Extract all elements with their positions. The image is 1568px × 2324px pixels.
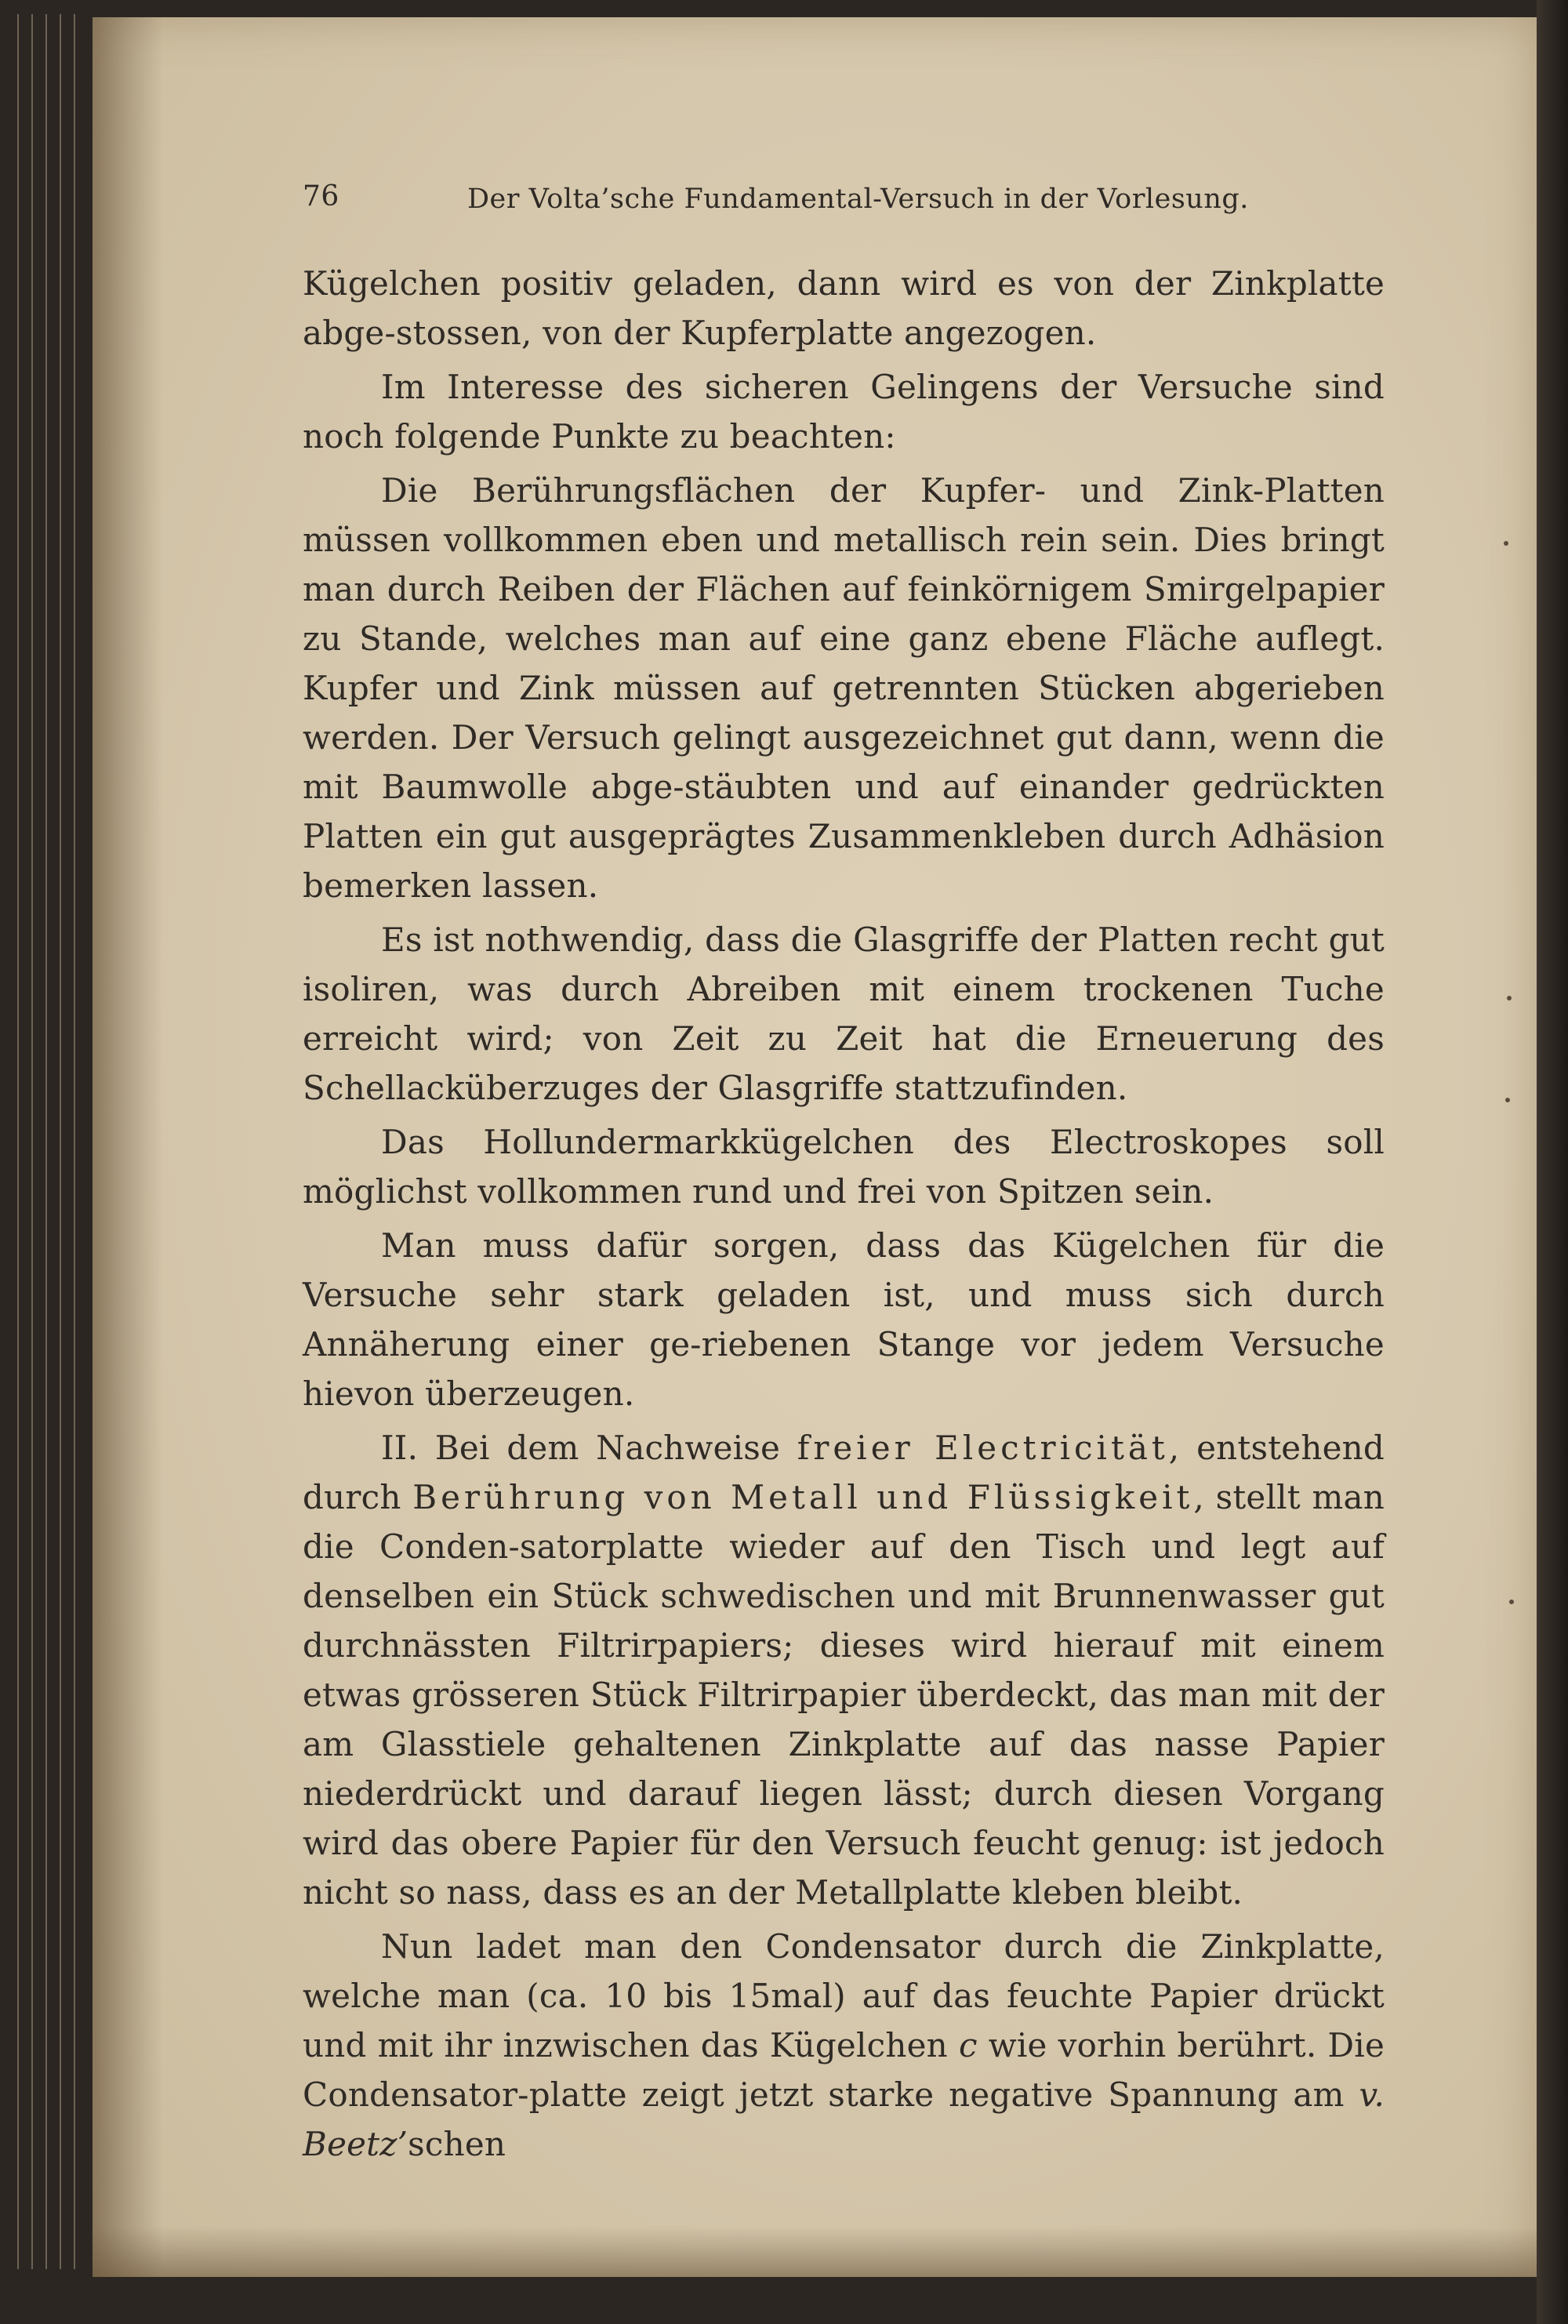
body-text bbox=[303, 259, 1385, 2169]
bottom-shadow bbox=[93, 2227, 1537, 2277]
text-block bbox=[303, 180, 1385, 2173]
text-run: Die Berührungsflächen der Kupfer- und Zink-Platten müssen vollkommen eben und metallisch rein sein. Dies bringt man durch Reiben der Flächen auf feinkörnigem Smirgelpapier zu Stande, welches man auf eine ganz ebene Fläche auflegt. Kupfer und Zink müssen auf getrennten Stücken abgerieben werden. Der Versuch gelingt ausgezeichnet gut dann, wenn die mit Baumwolle abge-stäubten und auf einander gedrückten Platten ein gut ausgeprägtes Zusammenkleben durch Adhäsion bemerken lassen. bbox=[303, 471, 1385, 905]
paragraph bbox=[303, 259, 1385, 358]
text-run: Im Interesse des sicheren Gelingens der Versuche sind noch folgende Punkte zu beachten: bbox=[303, 368, 1385, 456]
paragraph bbox=[303, 1922, 1385, 2169]
page-number: 76 bbox=[303, 180, 339, 212]
paragraph bbox=[303, 466, 1385, 910]
paragraph bbox=[303, 1117, 1385, 1216]
text-run: , stellt man die Conden-satorplatte wieder auf den Tisch und legt auf denselben ein Stück schwedischen und mit Brunnenwasser gut durchnässten Filtrirpapiers; dieses wird hierauf mit einem etwas grösseren Stück Filtrirpapier überdeckt, das man mit der am Glasstiele gehaltenen Zinkplatte auf das nasse Papier niederdrückt und darauf liegen lässt; durch diesen Vorgang wird das obere Papier für den Versuch feucht genug: ist jedoch nicht so nass, dass es an der Metallplatte kleben bleibt. bbox=[303, 1478, 1385, 1912]
page-edge bbox=[74, 14, 75, 2269]
text-run: Kügelchen positiv geladen, dann wird es von der Zinkplatte abge-stossen, von der Kupferplatte angezogen. bbox=[303, 264, 1385, 352]
right-margin-strip bbox=[1537, 0, 1568, 2324]
page-edge bbox=[60, 14, 61, 2269]
gutter-shadow bbox=[93, 17, 163, 2277]
paper-speck bbox=[1504, 541, 1508, 546]
text-run: wie vorhin berührt. Die Condensator-platte zeigt jetzt starke negative Spannung am bbox=[303, 2026, 1385, 2114]
spaced-emphasis: freier Electricität bbox=[797, 1429, 1169, 1467]
paper-speck bbox=[1505, 1098, 1510, 1102]
italic-emphasis: v. Beetz’ bbox=[303, 2075, 1385, 2163]
text-run: , entstehend durch bbox=[303, 1429, 1385, 1516]
text-run: II. Bei dem Nachweise bbox=[381, 1429, 797, 1467]
page-edge bbox=[17, 14, 19, 2269]
text-run: schen bbox=[408, 2125, 506, 2163]
spaced-emphasis: Berührung von Metall und Flüssigkeit bbox=[412, 1478, 1194, 1516]
text-run: Man muss dafür sorgen, dass das Kügelchen für die Versuche sehr stark geladen ist, und muss sich durch Annäherung einer ge-riebenen Stange vor jedem Versuche hievon überzeugen. bbox=[303, 1226, 1385, 1413]
running-title: Der Volta’sche Fundamental-Versuch in der Vorlesung. bbox=[467, 183, 1249, 215]
paper-speck bbox=[1507, 996, 1512, 1000]
paragraph bbox=[303, 362, 1385, 461]
text-run: Es ist nothwendig, dass die Glasgriffe der Platten recht gut isoliren, was durch Abreiben mit einem trockenen Tuche erreicht wird; von Zeit zu Zeit hat die Erneuerung des Schellacküberzuges der Glasgriffe stattzufinden. bbox=[303, 921, 1385, 1107]
running-head bbox=[303, 180, 1385, 231]
paragraph bbox=[303, 1221, 1385, 1418]
text-run: Nun ladet man den Condensator durch die Zinkplatte, welche man (ca. 10 bis 15mal) auf das feuchte Papier drückt und mit ihr inzwischen das Kügelchen bbox=[303, 1927, 1385, 2064]
paragraph bbox=[303, 915, 1385, 1113]
paragraph bbox=[303, 1423, 1385, 1917]
paper-speck bbox=[1509, 1600, 1514, 1604]
text-run: Das Hollundermarkkügelchen des Electroskopes soll möglichst vollkommen rund und frei von Spitzen sein. bbox=[303, 1123, 1385, 1211]
page-edge bbox=[31, 14, 33, 2269]
page-edge bbox=[45, 14, 47, 2269]
italic-emphasis: c bbox=[958, 2026, 978, 2064]
